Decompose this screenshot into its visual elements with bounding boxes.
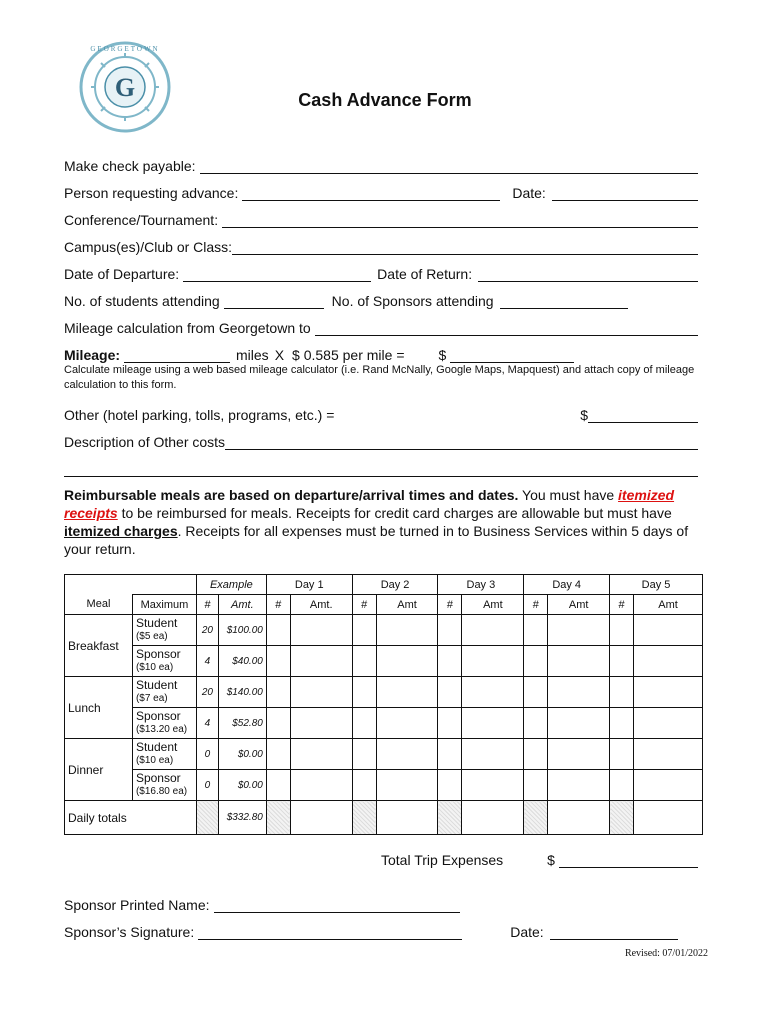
day-5-amount-cell[interactable] (634, 770, 703, 801)
meal-maximum-who: Sponsor (135, 709, 181, 723)
day-2-count-cell[interactable] (352, 708, 376, 739)
day-4-amount-cell[interactable] (548, 770, 610, 801)
meal-maximum-rate: ($10 ea) (135, 662, 174, 673)
day-1-amount-cell[interactable] (290, 646, 352, 677)
day-4-count-cell[interactable] (524, 708, 548, 739)
meal-name: Breakfast (65, 615, 133, 677)
meals-policy-text-1: You must have (518, 487, 619, 503)
other-amount-field[interactable] (588, 407, 698, 423)
meal-maximum-who: Student (135, 616, 178, 630)
day4-num-header: # (524, 595, 548, 615)
meals-policy-bold: Reimbursable meals are based on departure/arrival times and dates. (64, 487, 519, 503)
day-1-count-cell[interactable] (266, 677, 290, 708)
day3-amt-header: Amt (462, 595, 524, 615)
day-4-amount-cell[interactable] (548, 646, 610, 677)
day-1-amount-cell[interactable] (290, 677, 352, 708)
mileage-rate: $ 0.585 per mile = (292, 347, 405, 363)
example-amount: $140.00 (218, 677, 266, 708)
day-1-count-cell[interactable] (266, 646, 290, 677)
total-trip-field[interactable] (559, 852, 698, 868)
day-1-amount-cell[interactable] (290, 708, 352, 739)
mileage-calc-row (64, 316, 698, 336)
day-5-count-cell[interactable] (610, 615, 634, 646)
total-trip-dollar: $ (547, 852, 555, 868)
meals-policy-text-3: . Receipts for all expenses must be turned in to Business Services within 5 days of your return. (64, 523, 689, 557)
day-3-count-cell[interactable] (438, 770, 462, 801)
meals-table (64, 574, 703, 835)
day-2-header: Day 2 (352, 575, 438, 595)
day-4-count-cell[interactable] (524, 739, 548, 770)
example-amount: $40.00 (218, 646, 266, 677)
meal-maximum (132, 615, 196, 646)
meal-maximum (132, 770, 196, 801)
day-1-count-cell[interactable] (266, 739, 290, 770)
day-1-count-cell[interactable] (266, 770, 290, 801)
meal-rows (65, 615, 703, 801)
day-1-count-cell[interactable] (266, 708, 290, 739)
day-4-count-cell[interactable] (524, 770, 548, 801)
other-row (64, 403, 698, 423)
mileage-row (64, 343, 698, 363)
example-amount: $0.00 (218, 770, 266, 801)
example-count: 4 (196, 646, 218, 677)
meal-row (65, 646, 703, 677)
conference-row (64, 208, 698, 228)
check-payable-field[interactable] (200, 158, 698, 174)
other-desc-field-2[interactable] (64, 461, 698, 477)
day-5-count-cell[interactable] (610, 739, 634, 770)
other-label: Other (hotel parking, tolls, programs, etc.) = (64, 407, 335, 423)
day-3-count-cell[interactable] (438, 739, 462, 770)
day-2-amount-cell[interactable] (376, 770, 438, 801)
day-1-amount-cell[interactable] (290, 739, 352, 770)
day1-amt-header: Amt. (290, 595, 352, 615)
day-4-count-cell[interactable] (524, 677, 548, 708)
day-3-amount-cell[interactable] (462, 646, 524, 677)
day-5-amount-cell[interactable] (634, 615, 703, 646)
day-5-amount-cell[interactable] (634, 708, 703, 739)
other-desc-field[interactable] (225, 434, 698, 450)
sponsor-name-row (64, 893, 698, 913)
meal-maximum-who: Sponsor (135, 771, 181, 785)
example-total: $332.80 (218, 801, 266, 835)
other-dollar: $ (580, 407, 588, 423)
meal-name: Dinner (65, 739, 133, 801)
day4-amt-header: Amt (548, 595, 610, 615)
total-trip-label: Total Trip Expenses (381, 852, 504, 868)
day2-amt-header: Amt (376, 595, 438, 615)
day-3-count-cell[interactable] (438, 677, 462, 708)
example-amount: $0.00 (218, 739, 266, 770)
example-count: 0 (196, 770, 218, 801)
meal-maximum-rate: ($10 ea) (135, 755, 174, 766)
day-3-count-cell[interactable] (438, 646, 462, 677)
other-desc-row-2 (64, 457, 698, 477)
day-4-count-cell[interactable] (524, 615, 548, 646)
person-requesting-label: Person requesting advance: (64, 185, 239, 201)
meal-maximum (132, 739, 196, 770)
sponsor-signature-label: Sponsor’s Signature: (64, 924, 195, 940)
meal-maximum-who: Student (135, 740, 178, 754)
maximum-col-header: Maximum (132, 595, 196, 615)
georgetown-logo (78, 40, 172, 134)
meal-maximum-rate: ($13.20 ea) (135, 724, 188, 735)
day2-total[interactable] (376, 801, 438, 835)
day-5-count-cell[interactable] (610, 677, 634, 708)
daily-totals-row (65, 801, 703, 835)
meal-row (65, 677, 703, 708)
attendance-row (64, 289, 698, 309)
logo-letter: G (114, 73, 136, 102)
meals-policy-text-2: to be reimbursed for meals. Receipts for credit card charges are allowable but must have (117, 505, 672, 521)
check-payable-label: Make check payable: (64, 158, 196, 174)
campus-row (64, 235, 698, 255)
day-5-count-cell[interactable] (610, 708, 634, 739)
sponsors-label: No. of Sponsors attending (331, 293, 494, 309)
sig-date-label: Date: (510, 924, 544, 940)
itemized-receipts-text: itemized receipts (64, 487, 675, 521)
day-2-amount-cell[interactable] (376, 739, 438, 770)
example-count: 20 (196, 615, 218, 646)
example-num-header: # (196, 595, 218, 615)
students-field[interactable] (224, 293, 324, 309)
students-label: No. of students attending (64, 293, 220, 309)
table-header-row-1 (65, 575, 703, 595)
conference-label: Conference/Tournament: (64, 212, 219, 228)
day3-total[interactable] (462, 801, 524, 835)
day-3-count-cell[interactable] (438, 708, 462, 739)
check-payable-row (64, 154, 698, 174)
dates-row (64, 262, 698, 282)
example-amount: $52.80 (218, 708, 266, 739)
mileage-destination-field[interactable] (315, 320, 698, 336)
day1-num-header: # (266, 595, 290, 615)
day-4-amount-cell[interactable] (548, 677, 610, 708)
day-2-count-cell[interactable] (352, 677, 376, 708)
day-3-header: Day 3 (438, 575, 524, 595)
conference-field[interactable] (222, 212, 698, 228)
example-amount: $100.00 (218, 615, 266, 646)
day-3-amount-cell[interactable] (462, 770, 524, 801)
meal-row (65, 770, 703, 801)
day-2-count-cell[interactable] (352, 646, 376, 677)
other-desc-label: Description of Other costs (64, 434, 226, 450)
meal-row (65, 708, 703, 739)
day-4-header: Day 4 (524, 575, 610, 595)
day3-num-header: # (438, 595, 462, 615)
day-3-amount-cell[interactable] (462, 677, 524, 708)
day-5-count-cell[interactable] (610, 770, 634, 801)
sponsor-name-field[interactable] (214, 897, 460, 913)
day-1-count-cell[interactable] (266, 615, 290, 646)
sponsor-name-label: Sponsor Printed Name: (64, 897, 210, 913)
day-4-amount-cell[interactable] (548, 739, 610, 770)
other-desc-row (64, 430, 698, 450)
example-amt-header: Amt. (218, 595, 266, 615)
revised-date: Revised: 07/01/2022 (624, 948, 708, 959)
meal-row (65, 739, 703, 770)
meal-maximum (132, 677, 196, 708)
day-4-amount-cell[interactable] (548, 615, 610, 646)
example-count: 20 (196, 677, 218, 708)
day-1-amount-cell[interactable] (290, 770, 352, 801)
mileage-note: Calculate mileage using a web based mileage calculator (i.e. Rand McNally, Google Maps, Mapquest) and attach copy of mileage calculation to this form. (64, 364, 695, 391)
day4-total[interactable] (548, 801, 610, 835)
departure-field[interactable] (183, 266, 371, 282)
day-2-count-cell[interactable] (352, 770, 376, 801)
day-3-amount-cell[interactable] (462, 708, 524, 739)
meal-maximum (132, 646, 196, 677)
campus-field[interactable] (232, 239, 698, 255)
mileage-dollar: $ (438, 347, 447, 363)
example-count: 4 (196, 708, 218, 739)
table-header-row-2 (65, 595, 703, 615)
sponsors-field[interactable] (500, 293, 628, 309)
campus-label: Campus(es)/Club or Class: (64, 239, 233, 255)
mileage-x: X (274, 347, 285, 363)
day-2-amount-cell[interactable] (376, 615, 438, 646)
day-2-count-cell[interactable] (352, 615, 376, 646)
day-4-amount-cell[interactable] (548, 708, 610, 739)
day-5-header: Day 5 (610, 575, 703, 595)
day-5-amount-cell[interactable] (634, 677, 703, 708)
day-2-amount-cell[interactable] (376, 677, 438, 708)
itemized-charges-text: itemized charges (64, 523, 178, 539)
person-requesting-field[interactable] (242, 185, 500, 201)
day1-total[interactable] (290, 801, 352, 835)
return-label: Date of Return: (377, 266, 473, 282)
meal-maximum-who: Student (135, 678, 178, 692)
meal-maximum-who: Sponsor (135, 647, 181, 661)
logo-wordmark: GEORGETOWN (90, 45, 160, 53)
mileage-label: Mileage: (64, 347, 121, 363)
meal-maximum-rate: ($7 ea) (135, 693, 168, 704)
day-2-count-cell[interactable] (352, 739, 376, 770)
page-title: Cash Advance Form (298, 90, 472, 110)
mileage-amount-field[interactable] (450, 347, 574, 363)
total-trip-row (64, 848, 698, 868)
day-3-amount-cell[interactable] (462, 615, 524, 646)
return-field[interactable] (478, 266, 698, 282)
day5-amt-header: Amt (634, 595, 703, 615)
day-5-count-cell[interactable] (610, 646, 634, 677)
person-requesting-row (64, 181, 698, 201)
meal-maximum-rate: ($5 ea) (135, 631, 168, 642)
meal-col-header: Meal (65, 595, 133, 615)
meals-policy-paragraph (64, 486, 704, 558)
mileage-calc-label: Mileage calculation from Georgetown to (64, 320, 311, 336)
day-4-count-cell[interactable] (524, 646, 548, 677)
day-3-amount-cell[interactable] (462, 739, 524, 770)
day-1-amount-cell[interactable] (290, 615, 352, 646)
sig-date-field[interactable] (550, 924, 678, 940)
meal-maximum-rate: ($16.80 ea) (135, 786, 188, 797)
meal-name: Lunch (65, 677, 133, 739)
sponsor-signature-row (64, 920, 698, 940)
example-count: 0 (196, 739, 218, 770)
day-5-amount-cell[interactable] (634, 646, 703, 677)
day5-total[interactable] (634, 801, 703, 835)
date-field[interactable] (552, 185, 698, 201)
day5-num-header: # (610, 595, 634, 615)
example-header: Example (196, 575, 266, 595)
day-3-count-cell[interactable] (438, 615, 462, 646)
day2-num-header: # (352, 595, 376, 615)
meal-row (65, 615, 703, 646)
mileage-miles-field[interactable] (124, 347, 230, 363)
mileage-miles-label: miles (236, 347, 269, 363)
departure-label: Date of Departure: (64, 266, 180, 282)
sponsor-signature-field[interactable] (198, 924, 462, 940)
day-2-amount-cell[interactable] (376, 708, 438, 739)
day-2-amount-cell[interactable] (376, 646, 438, 677)
meal-maximum (132, 708, 196, 739)
day-1-header: Day 1 (266, 575, 352, 595)
day-5-amount-cell[interactable] (634, 739, 703, 770)
daily-totals-label: Daily totals (65, 801, 197, 835)
date-label: Date: (512, 185, 546, 201)
